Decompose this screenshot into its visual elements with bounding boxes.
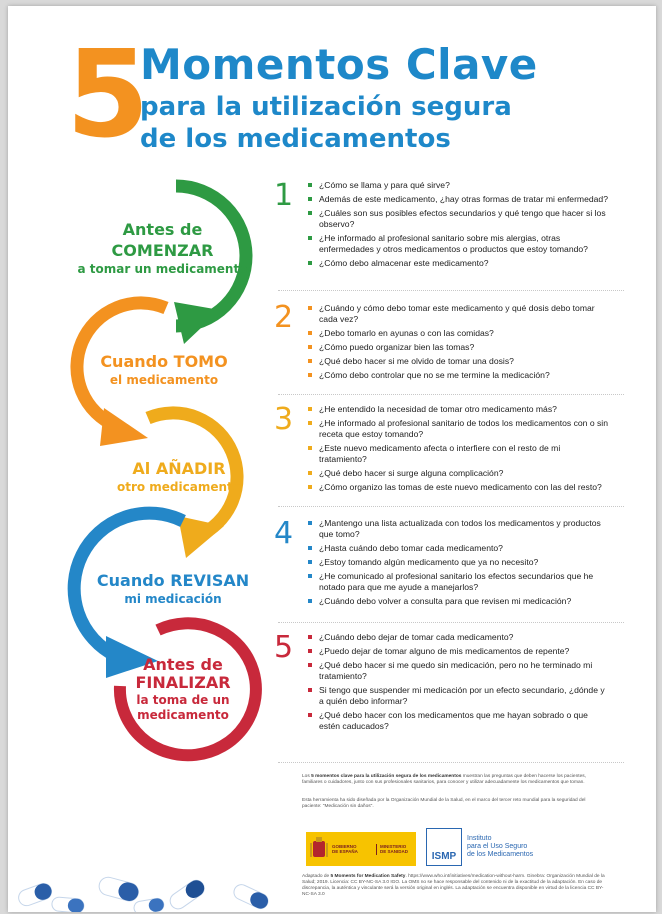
ismp-line-1: Instituto [467,835,492,842]
ismp-text [467,835,557,859]
moment-4-label [80,571,266,607]
title-number: 5 [66,26,150,165]
footer-rest: muestran las preguntas que deben hacerse los pacientes, familiares o cuidadores, junto con sus profesionales sanitarios, para conocer y utilizar adecuadamente los medicamentos que toman. [302,774,586,785]
moment-5-number: 5 [274,630,294,665]
moment-3-title: Al AÑADIR [132,459,226,478]
credit-lead: Adaptado de [302,874,331,879]
moment-1-number: 1 [274,178,294,213]
ministry-text [376,844,408,855]
ismp-mark: ISMP [426,828,462,866]
footer-lead: Los [302,774,312,779]
moment-2-label [78,352,250,388]
page-title: Momentos Clave [140,40,538,89]
list-item: ¿Hasta cuándo debo tomar cada medicamento? [308,543,608,554]
moment-3-subtitle: otro medicamento [116,479,242,494]
list-item: ¿Cuándo debo dejar de tomar cada medicamento? [308,632,608,643]
moment-5-title-b: FINALIZAR [135,673,231,693]
orange-arrowhead [100,408,148,446]
moment-1-title-b: COMENZAR [111,240,214,260]
footer-bold: 5 momentos clave para la utilización segura de los medicamentos [311,774,462,779]
coat-of-arms-icon [310,837,328,861]
list-item: ¿Cómo debo controlar que no se me termine la medicación? [308,370,608,381]
moment-1-title-a: Antes de [122,220,203,239]
divider [278,762,624,763]
moment-5-title-a: Antes de [143,655,223,674]
divider [278,290,624,291]
subtitle-line-1: para la utilización segura [140,92,512,122]
ministry-line-2: DE SANIDAD [380,849,409,854]
footer-oms-note: Esta herramienta ha sido diseñada por la Organización Mundial de la Salud, en el marco del tercer reto mundial para la seguridad del paciente: "Medicación sin daños". [302,798,586,809]
moment-5-questions [308,632,608,735]
list-item: ¿Cómo organizo las tomas de este nuevo medicamento con las del resto? [308,482,608,493]
divider [278,506,624,507]
moment-1-questions [308,180,608,272]
ismp-logo [426,828,557,866]
list-item: ¿Cómo se llama y para qué sirve? [308,180,608,191]
decorative-pills-image [8,852,308,912]
list-item: ¿He informado al profesional sanitario sobre mis alergias, otras enfermedades y otros medicamentos o productos que estoy tomando? [308,233,608,255]
credit-bold: 5 Moments for Medication Safety [330,874,406,879]
list-item: ¿Estoy tomando algún medicamento que ya no necesito? [308,557,608,568]
moment-4-number: 4 [274,516,294,551]
moment-5-label [118,656,248,723]
list-item: Si tengo que suspender mi medicación por un efecto secundario, ¿dónde y a quién debo informar? [308,685,608,707]
list-item: ¿Este nuevo medicamento afecta o interfiere con el resto de mi tratamiento? [308,443,608,465]
list-item: ¿Qué debo hacer con los medicamentos que me hayan sobrado o que estén caducados? [308,710,608,732]
moment-3-number: 3 [274,402,294,437]
list-item: ¿Cuándo y cómo debo tomar este medicamento y qué dosis debo tomar cada vez? [308,303,608,325]
list-item: ¿Qué debo hacer si me quedo sin medicación, pero no he terminado mi tratamiento? [308,660,608,682]
ismp-line-2: para el Uso Seguro [467,843,528,850]
poster-page [8,6,656,912]
divider [278,394,624,395]
subtitle-line-2: de los medicamentos [140,123,451,154]
government-logo [306,832,416,866]
moment-1-label [70,220,255,277]
list-item: ¿Cuáles son sus posibles efectos secundarios y qué tengo que hacer si los observo? [308,208,608,230]
list-item: ¿Cómo debo almacenar este medicamento? [308,258,608,269]
list-item: ¿Qué debo hacer si me olvido de tomar una dosis? [308,356,608,367]
moment-2-title: Cuando TOMO [100,352,228,371]
list-item: ¿Cómo puedo organizar bien las tomas? [308,342,608,353]
divider [278,622,624,623]
list-item: ¿Cuándo debo volver a consulta para que revisen mi medicación? [308,596,608,607]
list-item: ¿Debo tomarlo en ayunas o con las comidas? [308,328,608,339]
list-item: ¿He entendido la necesidad de tomar otro medicamento más? [308,404,608,415]
list-item: ¿Qué debo hacer si surge alguna complicación? [308,468,608,479]
ismp-line-3: de los Medicamentos [467,851,534,858]
moment-4-subtitle: mi medicación [124,591,222,606]
ministry-line-1: MINISTERIO [380,843,407,849]
credit-rest: . https://www.who.int/initiatives/medication-without-harm. Ginebra: Organización Mundial de la Salud; 2019. Licencia: CC BY-NC-SA 3.0 IGO. La OMS no se hace responsable del contenido ni de la exactitud de la adaptación. En caso de discrepancia, la auténtica y vinculante será la versión original en inglés. La adaptación se encuentra disponible en virtud de la licencia CC BY-NC-SA 3.0 [302,874,605,897]
footer-description [302,774,606,786]
gov-line-2: DE ESPAÑA [332,849,358,854]
moment-2-subtitle: el medicamento [109,372,219,387]
moment-2-number: 2 [274,300,294,335]
list-item: Además de este medicamento, ¿hay otras formas de tratar mi enfermedad? [308,194,608,205]
moment-4-questions [308,518,608,610]
gov-line-1: GOBIERNO [332,843,357,849]
list-item: ¿He comunicado al profesional sanitario los efectos secundarios que he notado para que me ayude a manejarlos? [308,571,608,593]
footer-credits [302,874,606,898]
moment-3-questions [308,404,608,496]
list-item: ¿Mantengo una lista actualizada con todos los medicamentos y productos que tomo? [308,518,608,540]
government-text [332,844,372,855]
moment-3-label [93,459,265,495]
list-item: ¿Puedo dejar de tomar alguno de mis medicamentos de repente? [308,646,608,657]
moment-1-subtitle: a tomar un medicamento [77,261,248,276]
moment-2-questions [308,303,608,384]
moment-5-subtitle: la toma de un medicamento [136,692,230,722]
list-item: ¿He informado al profesional sanitario de todos los medicamentos con o sin receta que estoy tomando? [308,418,608,440]
moment-4-title: Cuando REVISAN [96,571,250,590]
